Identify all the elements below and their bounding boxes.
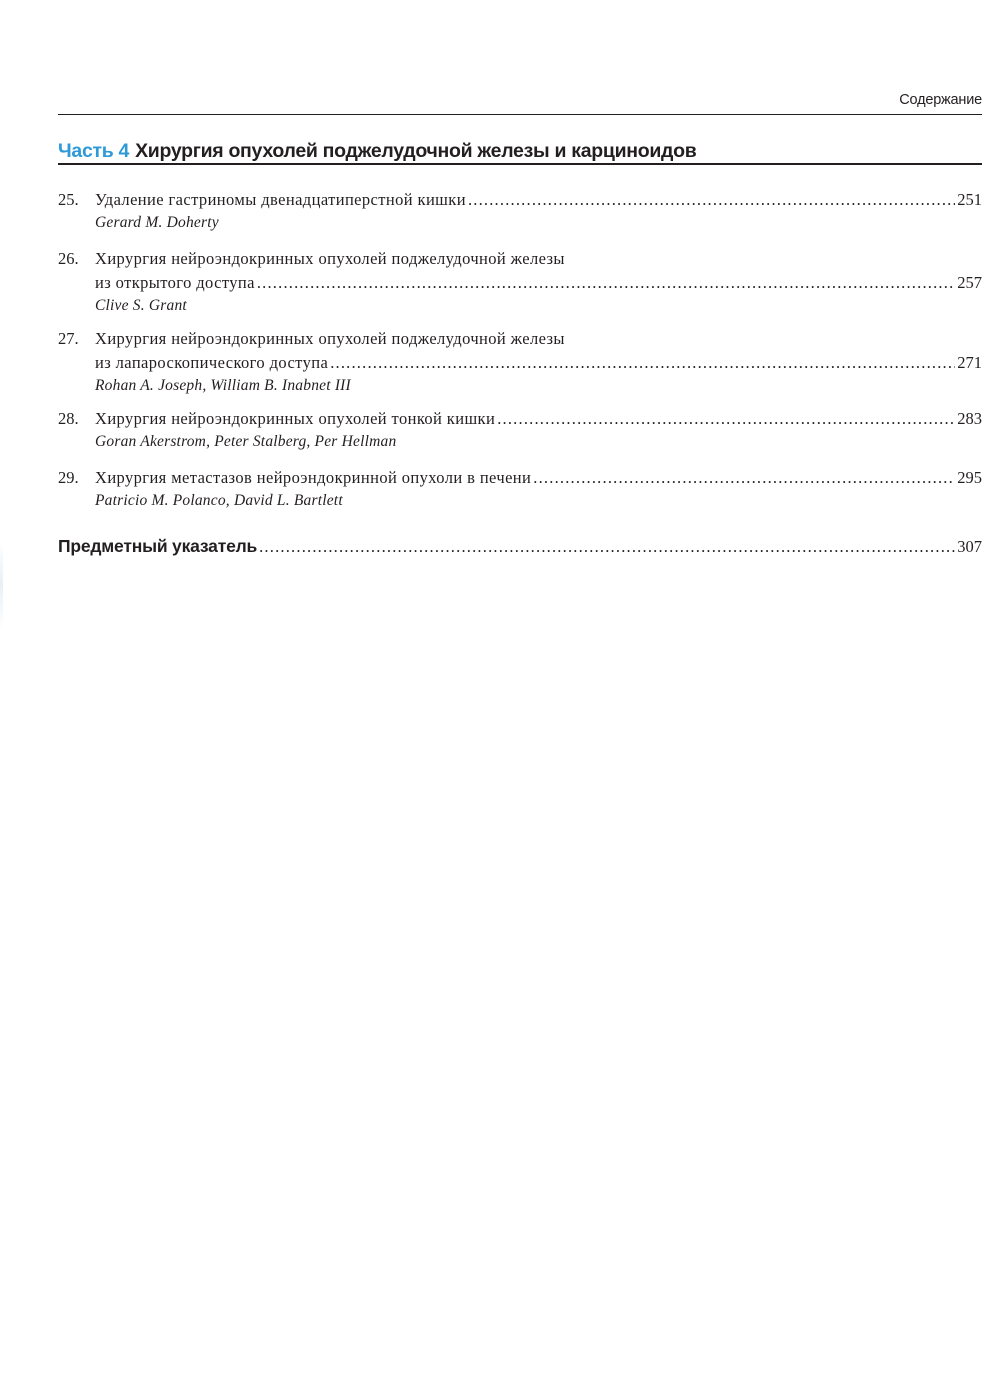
entry-title-line[interactable] [95,188,982,212]
entry-authors: Gerard M. Doherty [95,214,219,231]
subject-index-label: Предметный указатель [58,536,258,556]
entry-number: 28. [58,409,79,428]
entry-body [95,327,982,397]
dot-leader [533,466,955,490]
entry-title: Хирургия метастазов нейроэндокринной опухоли в печени [95,468,532,487]
entry-number: 29. [58,468,79,487]
entry-body [95,407,982,453]
page-edge-shadow [0,540,3,630]
entry-page-number: 251 [957,190,982,209]
entry-body [95,466,982,512]
entry-body [95,188,982,234]
entry-title-line[interactable] [95,351,982,375]
entry-authors: Goran Akerstrom, Peter Stalberg, Per Hellman [95,433,397,450]
subject-index-page-number: 307 [957,537,982,556]
entry-title-line-1: Хирургия нейроэндокринных опухолей поджелудочной железы [95,249,565,268]
entry-title-line[interactable] [95,271,982,295]
entry-number: 26. [58,249,79,268]
entry-number: 25. [58,190,79,209]
dot-leader [257,271,955,295]
entry-page-number: 271 [957,353,982,372]
entry-authors: Clive S. Grant [95,297,187,314]
part-heading [58,138,982,165]
entry-body [95,247,982,317]
running-head [58,90,982,115]
entry-title: Хирургия нейроэндокринных опухолей тонкой кишки [95,409,496,428]
entry-title-line[interactable] [95,466,982,490]
entry-title: из лапароскопического доступа [95,353,329,372]
part-title: Хирургия опухолей поджелудочной железы и карциноидов [135,140,697,162]
entry-page-number: 283 [957,409,982,428]
entry-title-line-1: Хирургия нейроэндокринных опухолей поджелудочной железы [95,329,565,348]
part-label: Часть 4 [58,140,130,162]
entry-title: Удаление гастриномы двенадцатиперстной кишки [95,190,466,209]
dot-leader [497,407,955,431]
entry-page-number: 257 [957,273,982,292]
entry-title: из открытого доступа [95,273,255,292]
dot-leader [259,537,955,557]
entry-page-number: 295 [957,468,982,487]
subject-index-entry[interactable] [58,533,982,559]
dot-leader [468,188,955,212]
entry-authors: Patricio M. Polanco, David L. Bartlett [95,492,343,509]
entry-title-line[interactable] [95,407,982,431]
entry-number: 27. [58,329,79,348]
dot-leader [330,351,955,375]
entry-authors: Rohan A. Joseph, William B. Inabnet III [95,377,351,394]
running-head-title: Содержание [899,92,982,108]
